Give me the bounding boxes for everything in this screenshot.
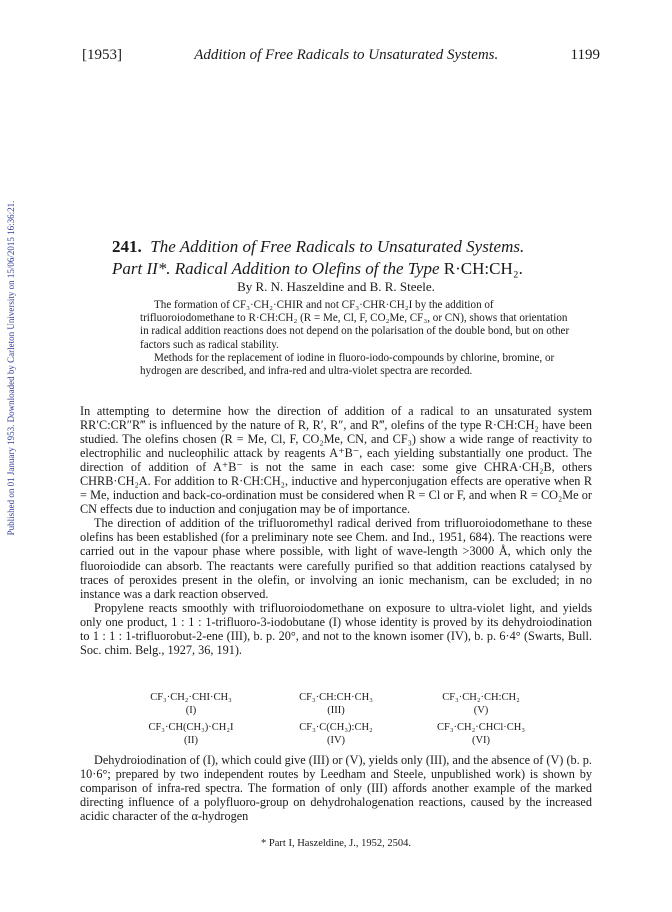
formula-text: CF₃·CH₂·CHI·CH₃ xyxy=(150,692,232,703)
body-paragraph: The direction of addition of the trifluoromethyl radical derived from trifluoroiodomethane to these olefins has been established (for a preliminary note see Chem. and Ind., 1951, 684). The reactions were carried out in the vapour phase where possible, with light of wave-length >3000 Å, which only the fluoroiodide can absorb. The reactants were carefully purified so that addition reactions catalysed by traces of peroxides present in the olefin, or involving an ionic mechanism, can be excluded; in no instance was a dark reaction observed. xyxy=(80,516,592,601)
formula-item xyxy=(116,721,266,747)
formula-text: CF₃·CH:CH·CH₃ xyxy=(299,692,373,703)
formula-text: CF₃·CH(CH₃)·CH₂I xyxy=(148,722,234,733)
article-title-text: The Addition of Free Radicals to Unsaturated Systems. xyxy=(150,237,525,256)
formula-label: (VI) xyxy=(471,735,491,746)
formula-label: (IV) xyxy=(326,735,346,746)
article-title-line1 xyxy=(112,236,612,258)
formula-label: (I) xyxy=(185,705,197,716)
article-title-line2 xyxy=(112,258,612,280)
formula-text: CF₃·C(CH₃):CH₂ xyxy=(299,722,373,733)
article-authors: By R. N. Haszeldine and B. R. Steele. xyxy=(237,279,435,294)
abstract-paragraph: The formation of CF₃·CH₂·CHIR and not CF₃·CHR·CH₂I by the addition of trifluoroiodomethane to R·CH:CH₂ (R = Me, Cl, F, CO₂Me, CF₃, or CN), shows that orientation in radical addition reactions does not depend on the polarisation of the double bond, but on other factors such as radical stability. xyxy=(140,299,570,351)
formula-item xyxy=(261,691,411,717)
article-number: 241. xyxy=(112,237,142,256)
body-paragraph: Propylene reacts smoothly with trifluoroiodomethane on exposure to ultra-violet light, and yields only one product, 1 : 1 : 1-trifluoro-3-iodobutane (I) whose identity is proved by its dehydroiodination to 1 : 1 : 1-trifluorobut-2-ene (III), b. p. 20°, and not to the known isomer (IV), b. p. 6·4° (Swarts, Bull. Soc. chim. Belg., 1927, 36, 191). xyxy=(80,600,592,657)
formula-text: CF₃·CH₂·CH:CH₂ xyxy=(442,692,520,703)
header-running-title: Addition of Free Radicals to Unsaturated Systems. xyxy=(194,47,499,63)
formula-label: (V) xyxy=(473,705,489,716)
formula-label: (III) xyxy=(327,705,345,716)
download-watermark-text: Published on 01 January 1953. Downloaded by Carleton University on 15/06/2015 16:36:21. xyxy=(6,200,16,536)
body-text xyxy=(80,404,592,657)
header-page-number: 1199 xyxy=(570,47,600,63)
abstract xyxy=(140,299,572,378)
footnote: * Part I, Haszeldine, J., 1952, 2504. xyxy=(261,838,411,849)
formula-item xyxy=(116,691,266,717)
body-paragraph: In attempting to determine how the direction of addition of a radical to an unsaturated system RR′C:CR″R‴ is influenced by the nature of R, R′, R″, and R‴, olefins of the type R·CH:CH₂ have been studied. The olefins chosen (R = Me, Cl, F, CO₂Me, CN, and CF₃) show a wide range of reactivity to electrophilic and nucleophilic attack by reagents A⁺B⁻, each yielding substantially one product. The direction of addition of A⁺B⁻ is not the same in each case: some give CHRA·CH₂B, others CHRB·CH₂A. For addition to R·CH:CH₂, inductive and hyperconjugation effects are operative when R = Me, induction and back-co-ordination must be considered when R = Cl or F, and when R = CO₂Me or CN effects due to induction and conjugation may be of importance. xyxy=(80,404,592,517)
body-text-continued xyxy=(80,753,592,823)
article-subtitle-text: Part II*. Radical Addition to Olefins of the Type xyxy=(112,259,440,278)
formula-text: CF₃·CH₂·CHCl·CH₃ xyxy=(437,722,525,733)
running-header xyxy=(82,47,600,64)
formula-item xyxy=(406,721,556,747)
article-subtitle-formula: R·CH:CH₂. xyxy=(443,259,523,278)
formula-label: (II) xyxy=(184,735,198,746)
body-paragraph: Dehydroiodination of (I), which could give (III) or (V), yields only (III), and the absence of (V) (b. p. 10·6°; prepared by two independent routes by Leedham and Steele, unpublished work) is shown by comparison of infra-red spectra. The formation of only (III) affords another example of the marked directing influence of a polyfluoro-group on dehydrohalogenation reactions, caused by the increased acidic character of the α-hydrogen xyxy=(80,753,592,824)
article-title xyxy=(112,236,612,280)
formula-item xyxy=(261,721,411,747)
formula-item xyxy=(406,691,556,717)
header-year: [1953] xyxy=(82,47,122,63)
abstract-paragraph: Methods for the replacement of iodine in fluoro-iodo-compounds by chlorine, bromine, or hydrogen are described, and infra-red and ultra-violet spectra are recorded. xyxy=(140,351,555,378)
download-watermark xyxy=(4,160,18,580)
